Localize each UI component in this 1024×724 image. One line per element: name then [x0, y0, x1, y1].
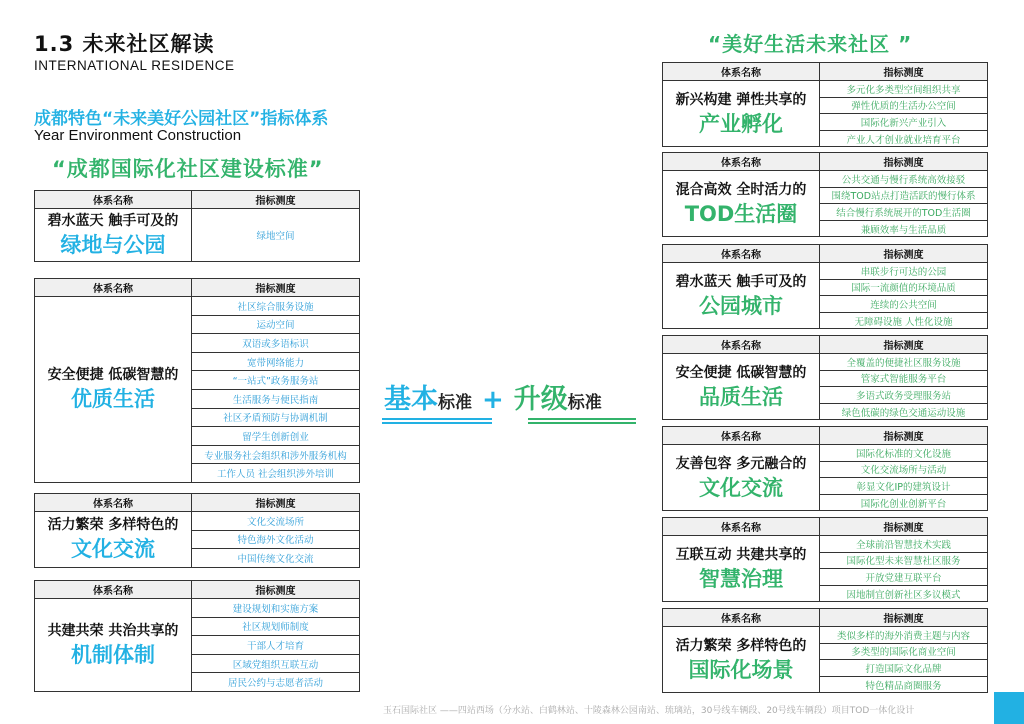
system-name-line2: 文化交流	[699, 475, 783, 500]
indicator-cell: 国际化创业创新平台	[820, 494, 988, 511]
basic-big: 基本	[384, 384, 438, 415]
basic-underline-2	[382, 422, 492, 424]
right-table-3	[662, 244, 988, 329]
corner-block	[994, 692, 1024, 724]
system-name	[35, 512, 192, 568]
system-name-line1: 混合高效 全时活力的	[675, 181, 807, 198]
col-header-indicator: 指标测度	[820, 336, 988, 354]
system-name	[35, 209, 192, 262]
system-name-line2: 文化交流	[71, 537, 155, 562]
system-name	[663, 263, 820, 329]
indicator-cell: 多语式政务受理服务站	[820, 387, 988, 404]
indicator-cell: 无障碍设施 人性化设施	[820, 312, 988, 329]
col-header-indicator: 指标测度	[192, 191, 360, 209]
table-row	[663, 81, 988, 98]
indicator-cell: 文化交流场所	[192, 512, 360, 531]
indicator-cell: 文化交流场所与活动	[820, 461, 988, 478]
system-name-line2: 公园城市	[699, 293, 783, 318]
indicator-cell: 开放党建互联平台	[820, 569, 988, 586]
system-name-line1: 安全便捷 低碳智慧的	[675, 364, 807, 381]
indicator-cell: 国际化型未来智慧社区服务	[820, 552, 988, 569]
indicator-cell: 社区规划师制度	[192, 617, 360, 636]
indicator-cell: 因地制宜创新社区多议模式	[820, 585, 988, 602]
col-header-indicator: 指标测度	[820, 153, 988, 171]
table-row	[663, 354, 988, 371]
indicator-cell: 专业服务社会组织和涉外服务机构	[192, 445, 360, 464]
indicator-cell: 中国传统文化交流	[192, 549, 360, 568]
system-name	[663, 171, 820, 237]
standard-combo	[384, 377, 602, 416]
indicator-cell: 多元化多类型空间组织共享	[820, 81, 988, 98]
indicator-cell: 工作人员 社会组织涉外培训	[192, 464, 360, 483]
right-table-5	[662, 426, 988, 511]
indicator-cell: 特色海外文化活动	[192, 530, 360, 549]
indicator-cell: “一站式”政务服务站	[192, 371, 360, 390]
table-row	[35, 599, 360, 618]
page-title: 1.3 未来社区解读	[34, 32, 215, 56]
system-name-line2: 品质生活	[699, 384, 783, 409]
upgrade-big: 升级	[513, 384, 568, 415]
indicator-cell: 管家式智能服务平台	[820, 370, 988, 387]
left-table-4	[34, 580, 360, 692]
system-name-line1: 活力繁荣 多样特色的	[47, 517, 179, 534]
indicator-cell: 兼顾效率与生活品质	[820, 220, 988, 237]
col-header-name: 体系名称	[663, 153, 820, 171]
col-header-name: 体系名称	[663, 427, 820, 445]
indicator-cell: 绿地空间	[192, 209, 360, 262]
system-name	[663, 536, 820, 602]
basic-underline	[382, 418, 492, 420]
indicator-cell: 国际化标准的文化设施	[820, 445, 988, 462]
system-name-line1: 共建共荣 共治共享的	[47, 622, 179, 639]
system-name	[663, 627, 820, 693]
system-name-line1: 安全便捷 低碳智慧的	[47, 367, 179, 384]
col-header-indicator: 指标测度	[820, 63, 988, 81]
right-table-4	[662, 335, 988, 420]
table-row	[663, 171, 988, 188]
col-header-indicator: 指标测度	[192, 581, 360, 599]
plus-sign: +	[482, 385, 504, 415]
indicator-cell: 建设规划和实施方案	[192, 599, 360, 618]
system-name-line2: 优质生活	[71, 387, 155, 412]
indicator-cell: 产业人才创业就业培育平台	[820, 130, 988, 147]
system-name-line1: 新兴构建 弹性共享的	[675, 91, 807, 108]
left-table-2	[34, 278, 360, 483]
col-header-indicator: 指标测度	[820, 427, 988, 445]
indicator-cell: 全覆盖的便捷社区服务设施	[820, 354, 988, 371]
system-name-line1: 碧水蓝天 触手可及的	[675, 273, 807, 290]
system-name-line1: 碧水蓝天 触手可及的	[47, 213, 179, 229]
system-name-line2: 智慧治理	[699, 566, 783, 591]
right-table-7	[662, 608, 988, 693]
indicator-cell: 社区矛盾预防与协调机制	[192, 408, 360, 427]
upgrade-small: 标准	[567, 393, 602, 413]
table-row	[35, 297, 360, 316]
col-header-indicator: 指标测度	[820, 245, 988, 263]
system-name-line1: 活力繁荣 多样特色的	[675, 637, 807, 654]
indicator-cell: 彰显文化IP的建筑设计	[820, 478, 988, 495]
indicator-cell: 运动空间	[192, 315, 360, 334]
col-header-indicator: 指标测度	[192, 279, 360, 297]
col-header-name: 体系名称	[663, 63, 820, 81]
indicator-cell: 生活服务与便民指南	[192, 389, 360, 408]
system-name-line2: 产业孵化	[699, 111, 783, 136]
right-table-6	[662, 517, 988, 602]
indicator-cell: 干部人才培育	[192, 636, 360, 655]
indicator-cell: 连续的公共空间	[820, 296, 988, 313]
system-name-line2: 机制体制	[71, 642, 155, 667]
indicator-cell: 全球前沿智慧技术实践	[820, 536, 988, 553]
indicator-cell: 公共交通与慢行系统高效接驳	[820, 171, 988, 188]
indicator-cell: 弹性优质的生活办公空间	[820, 97, 988, 114]
table-row	[663, 627, 988, 644]
col-header-name: 体系名称	[35, 494, 192, 512]
right-table-2	[662, 152, 988, 237]
indicator-cell: 打造国际文化品牌	[820, 660, 988, 677]
right-title: “美好生活未来社区 ”	[708, 32, 913, 56]
left-table-1	[34, 190, 360, 262]
indicator-cell: 结合慢行系统展开的TOD生活圈	[820, 204, 988, 221]
indicator-cell: 国际化新兴产业引入	[820, 114, 988, 131]
table-row	[663, 536, 988, 553]
indicator-cell: 类似多样的海外消费主题与内容	[820, 627, 988, 644]
indicator-cell: 双语或多语标识	[192, 334, 360, 353]
system-name-line2: 绿地与公园	[60, 233, 166, 257]
indicator-cell: 区域党组织互联互动	[192, 654, 360, 673]
system-name	[35, 599, 192, 692]
left-table-3	[34, 493, 360, 568]
col-header-name: 体系名称	[663, 518, 820, 536]
indicator-cell: 串联步行可达的公园	[820, 263, 988, 280]
col-header-name: 体系名称	[35, 581, 192, 599]
upgrade-underline	[528, 418, 636, 420]
indicator-cell: 多类型的国际化商业空间	[820, 643, 988, 660]
upgrade-underline-2	[528, 422, 636, 424]
col-header-name: 体系名称	[663, 609, 820, 627]
standard-title: “成都国际化社区建设标准”	[52, 157, 324, 181]
table-row	[663, 445, 988, 462]
right-table-1	[662, 62, 988, 147]
col-header-name: 体系名称	[35, 191, 192, 209]
system-name-line1: 友善包容 多元融合的	[675, 455, 807, 472]
system-name-line2: TOD生活圈	[684, 201, 798, 226]
table-row	[35, 209, 360, 262]
col-header-indicator: 指标测度	[192, 494, 360, 512]
indicator-cell: 绿色低碳的绿色交通运动设施	[820, 403, 988, 420]
indicator-cell: 国际一流颜值的环境品质	[820, 279, 988, 296]
chengdu-subtitle: Year Environment Construction	[34, 127, 242, 144]
system-name	[663, 81, 820, 147]
page-subtitle: INTERNATIONAL RESIDENCE	[34, 58, 235, 73]
col-header-name: 体系名称	[663, 245, 820, 263]
indicator-cell: 留学生创新创业	[192, 427, 360, 446]
chengdu-title: 成都特色“未来美好公园社区”指标体系	[34, 109, 329, 129]
indicator-cell: 围绕TOD站点打造活跃的慢行体系	[820, 187, 988, 204]
indicator-cell: 宽带网络能力	[192, 352, 360, 371]
indicator-cell: 特色精品商圈服务	[820, 676, 988, 693]
system-name	[663, 354, 820, 420]
col-header-indicator: 指标测度	[820, 518, 988, 536]
system-name-line2: 国际化场景	[688, 657, 794, 682]
table-row	[35, 512, 360, 531]
indicator-cell: 居民公约与志愿者活动	[192, 673, 360, 692]
indicator-cell: 社区综合服务设施	[192, 297, 360, 316]
system-name	[663, 445, 820, 511]
col-header-name: 体系名称	[663, 336, 820, 354]
col-header-name: 体系名称	[35, 279, 192, 297]
table-row	[663, 263, 988, 280]
footer-text: 玉石国际社区 ——四站西场（分水站、白鹤林站、十陵森林公园南站、琉璃站，30号线车辆段、20号线车辆段）项目TOD一体化设计	[383, 706, 915, 716]
col-header-indicator: 指标测度	[820, 609, 988, 627]
system-name-line1: 互联互动 共建共享的	[675, 546, 807, 563]
system-name	[35, 297, 192, 483]
basic-small: 标准	[438, 393, 472, 413]
